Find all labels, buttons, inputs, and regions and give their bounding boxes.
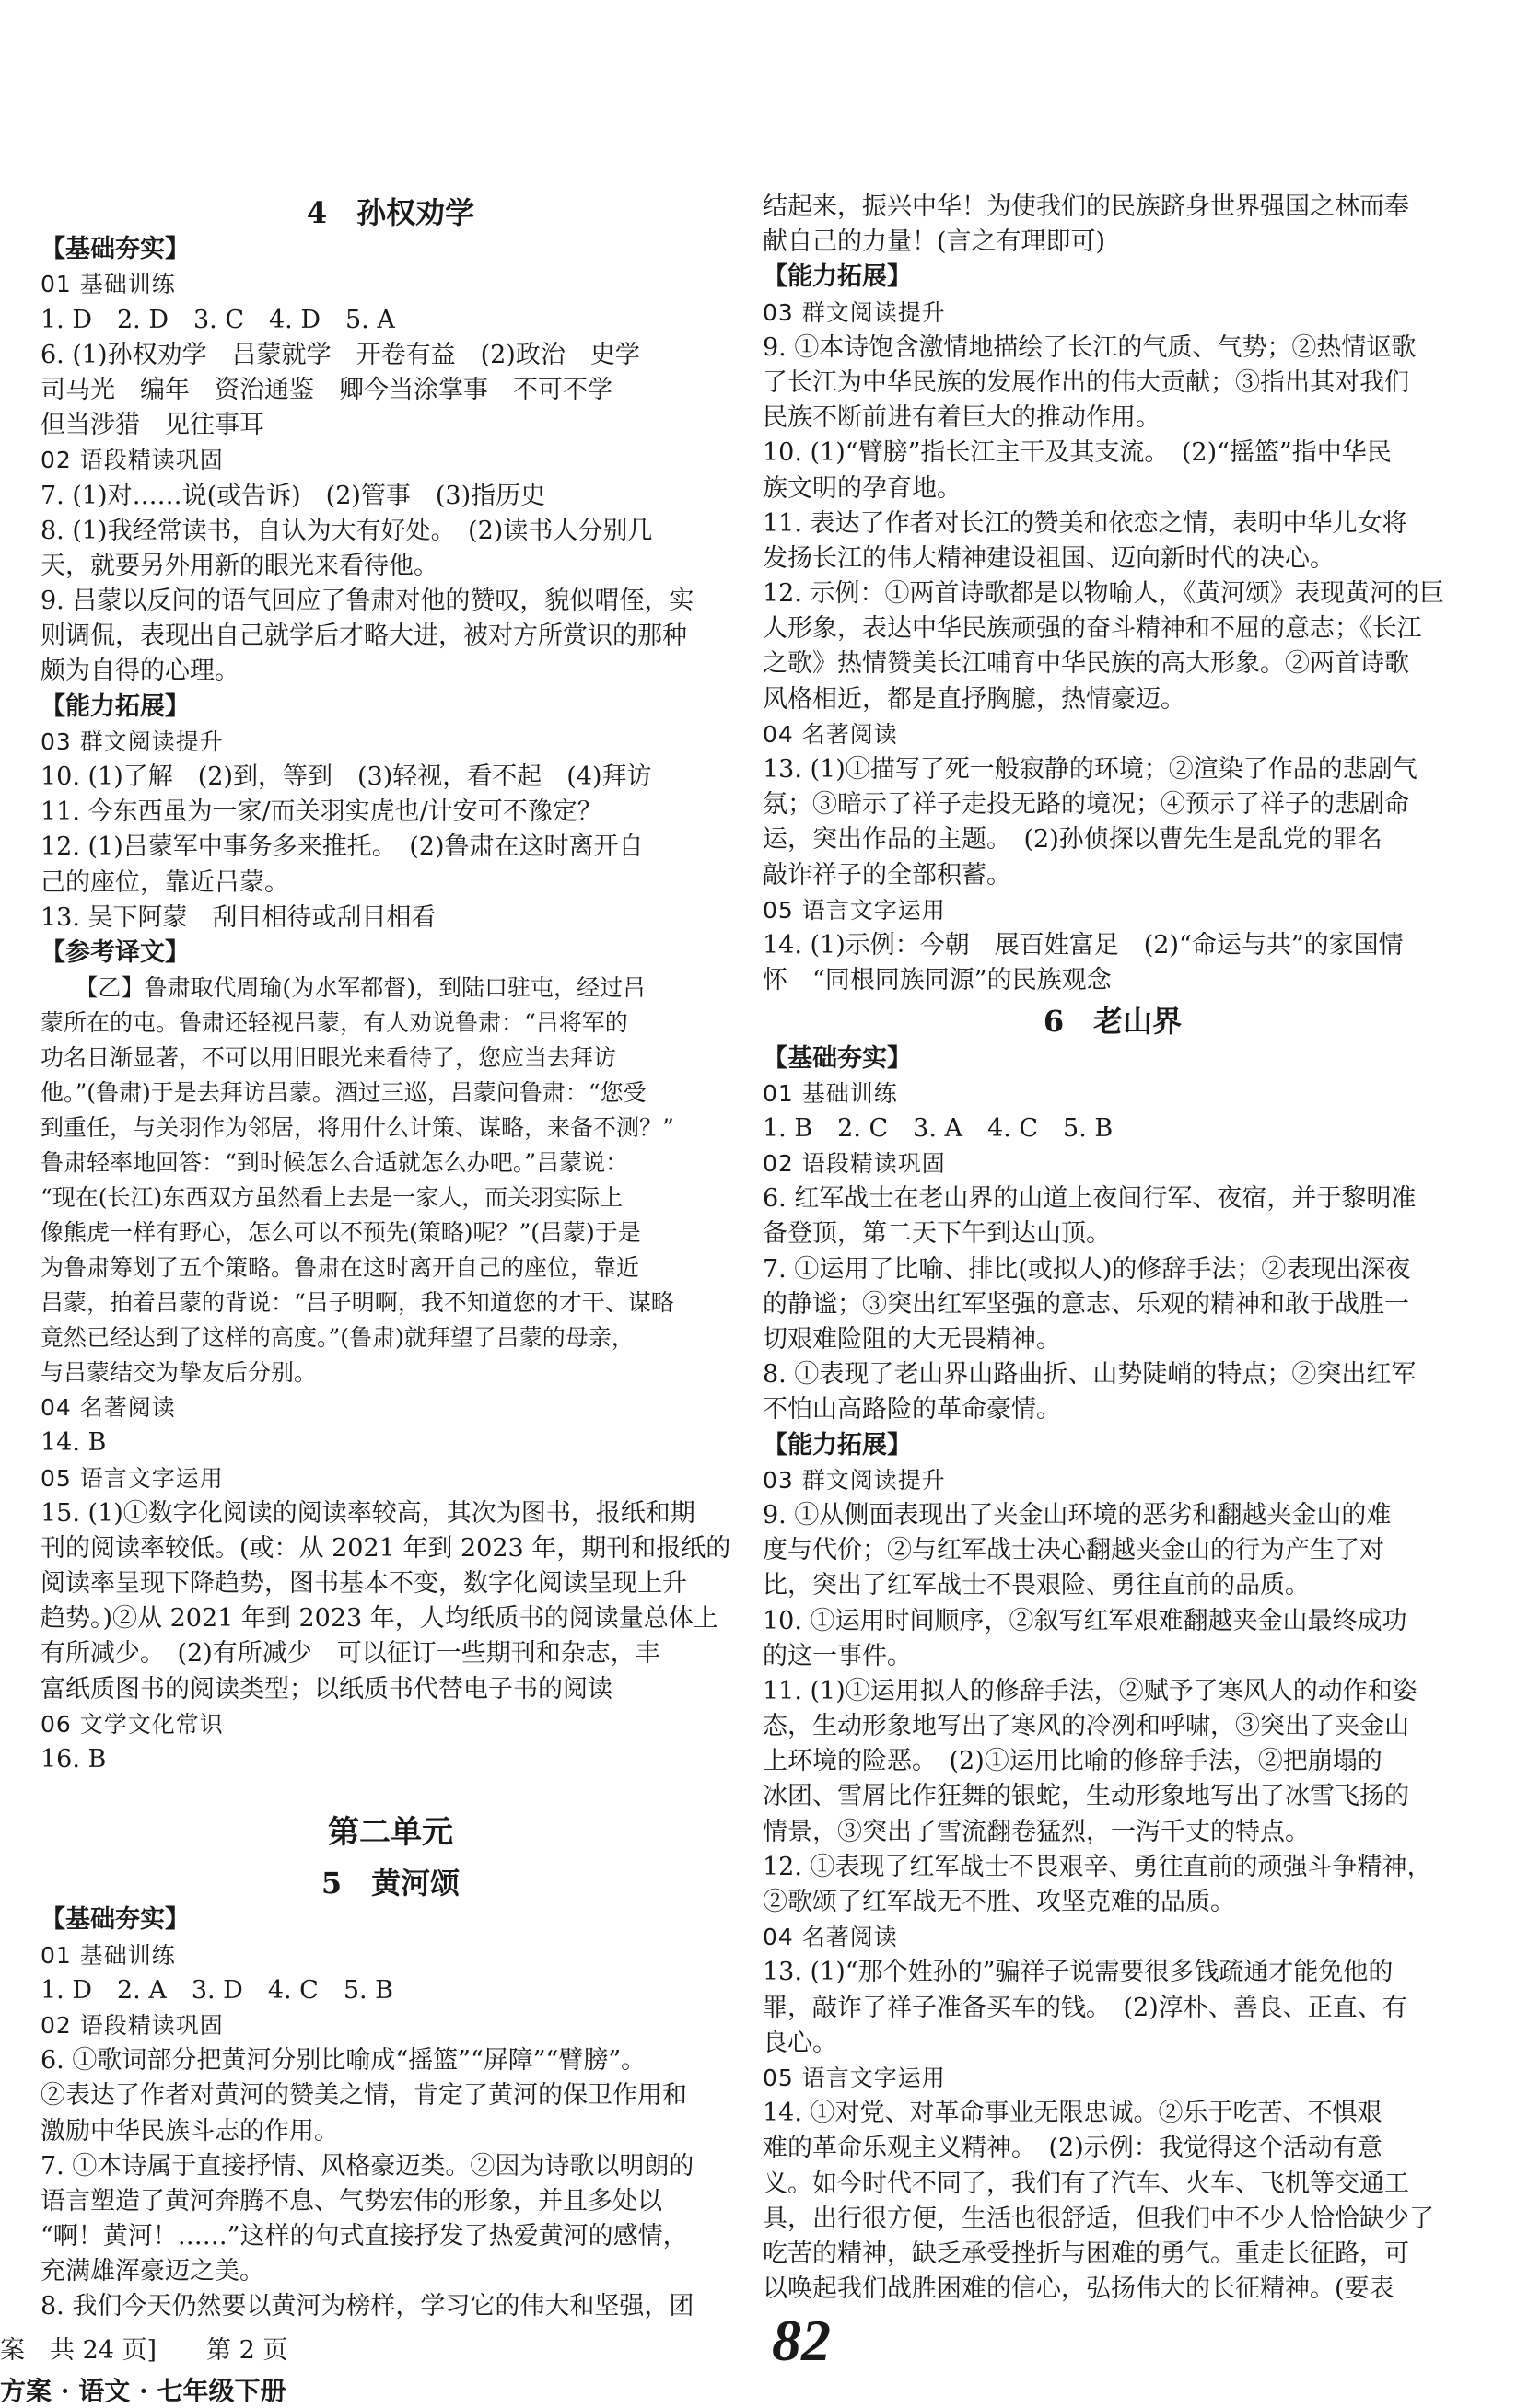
- answer-line: 之歌》热情赞美长江哺育中华民族的高大形象。②两首诗歌: [763, 649, 1409, 679]
- translation-line: “现在(长江)东西双方虽然看上去是一家人，而关羽实际上: [41, 1184, 624, 1212]
- subsection-label: 06 文学文化常识: [41, 1710, 224, 1738]
- answer-line: 情景，③突出了雪流翻卷猛烈，一泻千丈的特点。: [763, 1817, 1310, 1846]
- answer-line: 上环境的险恶。 (2)①运用比喻的修辞手法，②把崩塌的: [763, 1747, 1382, 1776]
- section-heading: 【基础夯实】: [41, 1905, 190, 1935]
- answer-line: ②歌颂了红军战无不胜、攻坚克难的品质。: [763, 1888, 1235, 1916]
- answer-line: 6. (1)孙权劝学 吕蒙就学 开卷有益 (2)政治 史学: [41, 340, 640, 369]
- subsection-label: 04 名著阅读: [763, 720, 898, 748]
- answer-line: 11. 表达了作者对长江的赞美和依恋之情，表明中华儿女将: [763, 508, 1407, 538]
- answer-line: 12. 示例：①两首诗歌都是以物喻人，《黄河颂》表现黄河的巨: [763, 579, 1445, 609]
- answer-line: 司马光 编年 资治通鉴 卿今当涂掌事 不可不学: [41, 375, 612, 404]
- answer-line: 敲诈祥子的全部积蓄。: [763, 860, 1011, 890]
- answer-line: 颇为自得的心理。: [41, 657, 239, 686]
- answer-line: 民族不断前进有着巨大的推动作用。: [763, 403, 1161, 433]
- answer-line: 15. (1)①数字化阅读的阅读率较高，其次为图书，报纸和期: [41, 1498, 695, 1528]
- translation-line: 为鲁肃筹划了五个策略。鲁肃在这时离开自己的座位，靠近: [41, 1254, 640, 1282]
- answer-line: 13. (1)①描写了死一般寂静的环境；②渲染了作品的悲剧气: [763, 755, 1417, 784]
- answer-line: 1. D 2. A 3. D 4. C 5. B: [41, 1975, 394, 2005]
- right-column: [763, 190, 1463, 2307]
- answer-line: 7. ①运用了比喻、排比(或拟人)的修辞手法；②表现出深夜: [763, 1254, 1411, 1284]
- answer-line: 罪，敲诈了祥子准备买车的钱。 (2)淳朴、善良、正直、有: [763, 1993, 1407, 2022]
- subsection-label: 05 语言文字运用: [763, 2064, 946, 2091]
- answer-line: 己的座位，靠近吕蒙。: [41, 867, 289, 897]
- answer-line: 6. 红军战士在老山界的山道上夜间行军、夜宿，并于黎明准: [763, 1184, 1417, 1214]
- answer-line: 趋势。)②从 2021 年到 2023 年，人均纸质书的阅读量总体上: [41, 1604, 718, 1634]
- translation-line: 竟然已经达到了这样的高度。”(鲁肃)就拜望了吕蒙的母亲，: [41, 1324, 635, 1352]
- translation-line: 像熊虎一样有野心，怎么可以不预先(策略)呢？”(吕蒙)于是: [41, 1219, 641, 1247]
- subsection-label: 03 群文阅读提升: [763, 298, 946, 326]
- answer-line: 比，突出了红军战士不畏艰险、勇往直前的品质。: [763, 1571, 1310, 1600]
- answer-line: 6. ①歌词部分把黄河分别比喻成“摇篮”“屏障”“臂膀”。: [41, 2046, 647, 2076]
- answer-line: 则调侃，表现出自己就学后才略大进，被对方所赏识的那种: [41, 622, 687, 651]
- answer-line: 10. ①运用时间顺序，②叙写红军艰难翻越夹金山最终成功: [763, 1606, 1407, 1635]
- unit-title: 第二单元: [328, 1814, 453, 1852]
- answer-line: 难的革命乐观主义精神。 (2)示例：我觉得这个活动有意: [763, 2134, 1382, 2163]
- answer-line: 义。如今时代不同了，我们有了汽车、火车、飞机等交通工: [763, 2169, 1409, 2198]
- answer-line: 的静谧；③突出红军坚强的意志、乐观的精神和敢于战胜一: [763, 1289, 1409, 1319]
- answer-line: “啊！黄河！……”这样的句式直接抒发了热爱黄河的感情，: [41, 2222, 688, 2251]
- subsection-label: 02 语段精读巩固: [41, 447, 224, 474]
- answer-line: 9. ①本诗饱含激情地描绘了长江的气质、气势；②热情讴歌: [763, 332, 1417, 362]
- answer-line: 8. 我们今天仍然要以黄河为榜样，学习它的伟大和坚强，团: [41, 2292, 694, 2321]
- answer-line: 发扬长江的伟大精神建设祖国、迈向新时代的决心。: [763, 543, 1335, 573]
- section-heading: 【基础夯实】: [763, 1043, 912, 1073]
- page-number: 82: [772, 2308, 831, 2373]
- answer-line: ②表达了作者对黄河的赞美之情，肯定了黄河的保卫作用和: [41, 2081, 687, 2111]
- answer-line: 备登顶，第二天下午到达山顶。: [763, 1219, 1111, 1249]
- answer-line: 人形象，表达中华民族顽强的奋斗精神和不屈的意志；《长江: [763, 614, 1422, 644]
- answer-line: 吃苦的精神，缺乏承受挫折与困难的勇气。重走长征路，可: [763, 2239, 1409, 2268]
- section-heading: 【能力拓展】: [763, 262, 912, 292]
- translation-line: 到重任，与关羽作为邻居，将用什么计策、谋略，来备不测？”: [41, 1114, 674, 1142]
- answer-line: 语言塑造了黄河奔腾不息、气势宏伟的形象，并且多处以: [41, 2186, 662, 2216]
- subsection-label: 03 群文阅读提升: [763, 1466, 946, 1494]
- answer-line: 不怕山高路险的革命豪情。: [763, 1395, 1061, 1425]
- footer-book-title: 方案 · 语文 · 七年级下册: [0, 2376, 286, 2406]
- answer-line: 9. ①从侧面表现出了夹金山环境的恶劣和翻越夹金山的难: [763, 1500, 1392, 1530]
- lesson-title: 4 孙权劝学: [306, 195, 475, 230]
- subsection-label: 04 名著阅读: [763, 1924, 898, 1951]
- answer-line: 9. 吕蒙以反问的语气回应了鲁肃对他的赞叹，貌似喟侄，实: [41, 587, 694, 616]
- translation-line: 功名日渐显著，不可以用旧眼光来看待了，您应当去拜访: [41, 1044, 617, 1072]
- section-heading: 【能力拓展】: [763, 1430, 912, 1460]
- section-heading: 【能力拓展】: [41, 692, 190, 721]
- subsection-label: 05 语言文字运用: [41, 1464, 224, 1492]
- answer-line: 运，突出作品的主题。 (2)孙侦探以曹先生是乱党的罪名: [763, 825, 1382, 855]
- answer-line: 具，出行很方便，生活也很舒适，但我们中不少人恰恰缺少了: [763, 2204, 1434, 2233]
- answer-line: 8. (1)我经常读书，自认为大有好处。 (2)读书人分别几: [41, 516, 653, 545]
- answer-line: 良心。: [763, 2028, 837, 2057]
- answer-line: 刊的阅读率较低。(或：从 2021 年到 2023 年，期刊和报纸的: [41, 1533, 731, 1563]
- lesson-title: 5 黄河颂: [321, 1866, 461, 1902]
- answer-line: 1. D 2. D 3. C 4. D 5. A: [41, 305, 395, 334]
- answer-line: 氛；③暗示了祥子走投无路的境况；④预示了祥子的悲剧命: [763, 790, 1409, 820]
- subsection-label: 01 基础训练: [763, 1079, 898, 1107]
- answer-line: 结起来，振兴中华！为使我们的民族跻身世界强国之林而奉: [763, 192, 1409, 221]
- section-heading: 【基础夯实】: [41, 235, 190, 264]
- answer-line: 的这一事件。: [763, 1641, 912, 1670]
- translation-line: 【乙】鲁肃取代周瑜(为水军都督)，到陆口驻屯，经过吕: [41, 974, 647, 1002]
- answer-line: 族文明的孕育地。: [763, 473, 962, 503]
- answer-line: 了长江为中华民族的发展作出的伟大贡献；③指出其对我们: [763, 367, 1409, 397]
- subsection-label: 04 名著阅读: [41, 1394, 176, 1422]
- subsection-label: 05 语言文字运用: [763, 896, 946, 924]
- answer-line: 切艰难险阻的大无畏精神。: [763, 1325, 1061, 1354]
- answer-line: 度与代价；②与红军战士决心翻越夹金山的行为产生了对: [763, 1536, 1384, 1565]
- answer-line: 有所减少。 (2)有所减少 可以征订一些期刊和杂志，丰: [41, 1639, 660, 1669]
- answer-line: 13. (1)“那个姓孙的”骗祥子说需要很多钱疏通才能免他的: [763, 1958, 1394, 1987]
- answer-line: 风格相近，都是直抒胸臆，热情豪迈。: [763, 684, 1185, 714]
- subsection-label: 01 基础训练: [41, 271, 176, 298]
- answer-line: 献自己的力量！(言之有理即可): [763, 227, 1106, 257]
- answer-line: 但当涉猎 见往事耳: [41, 411, 264, 440]
- answer-line: 10. (1)了解 (2)到，等到 (3)轻视，看不起 (4)拜访: [41, 762, 652, 791]
- answer-line: 12. ①表现了红军战士不畏艰辛、勇往直前的顽强斗争精神，: [763, 1852, 1432, 1881]
- translation-line: 与吕蒙结交为挚友后分别。: [41, 1359, 318, 1387]
- subsection-label: 03 群文阅读提升: [41, 727, 224, 755]
- answer-line: 12. (1)吕蒙军中事务多来推托。 (2)鲁肃在这时离开自: [41, 832, 644, 862]
- answer-line: 天，就要另外用新的眼光来看待他。: [41, 551, 438, 580]
- answer-line: 10. (1)“臂膀”指长江主干及其支流。 (2)“摇篮”指中华民: [763, 438, 1392, 468]
- answer-line: 富纸质图书的阅读类型；以纸质书代替电子书的阅读: [41, 1674, 612, 1704]
- answer-line: 激励中华民族斗志的作用。: [41, 2116, 339, 2146]
- section-heading: 【参考译文】: [41, 937, 190, 967]
- translation-line: 他。”(鲁肃)于是去拜访吕蒙。酒过三巡，吕蒙问鲁肃：“您受: [41, 1079, 647, 1107]
- answer-line: 13. 吴下阿蒙 刮目相待或刮目相看: [41, 902, 437, 932]
- answer-line: 16. B: [41, 1745, 107, 1774]
- answer-line: 8. ①表现了老山界山路曲折、山势陡峭的特点；②突出红军: [763, 1360, 1417, 1390]
- footer-page-info: 案 共 24 页] 第 2 页: [0, 2336, 288, 2365]
- answer-line: 1. B 2. C 3. A 4. C 5. B: [763, 1113, 1114, 1143]
- subsection-label: 02 语段精读巩固: [763, 1150, 946, 1178]
- answer-line: 充满雄浑豪迈之美。: [41, 2257, 264, 2286]
- answer-line: 7. (1)对……说(或告诉) (2)管事 (3)指历史: [41, 481, 546, 510]
- answer-line: 14. B: [41, 1428, 107, 1458]
- answer-line: 14. ①对党、对革命事业无限忠诚。②乐于吃苦、不惧艰: [763, 2099, 1382, 2128]
- left-column: [41, 190, 741, 2325]
- translation-line: 鲁肃轻率地回答：“到时候怎么合适就怎么办吧。”吕蒙说：: [41, 1149, 629, 1177]
- answer-line: 14. (1)示例：今朝 展百姓富足 (2)“命运与共”的家国情: [763, 930, 1404, 960]
- answer-line: 冰团、雪屑比作狂舞的银蛇，生动形象地写出了冰雪飞扬的: [763, 1782, 1409, 1811]
- translation-line: 蒙所在的屯。鲁肃还轻视吕蒙，有人劝说鲁肃：“吕将军的: [41, 1009, 628, 1037]
- answer-line: 态，生动形象地写出了寒风的冷冽和呼啸，③突出了夹金山: [763, 1712, 1409, 1741]
- subsection-label: 02 语段精读巩固: [41, 2011, 224, 2039]
- answer-line: 7. ①本诗属于直接抒情、风格豪迈类。②因为诗歌以明朗的: [41, 2151, 694, 2181]
- lesson-title: 6 老山界: [1043, 1004, 1183, 1040]
- subsection-label: 01 基础训练: [41, 1941, 176, 1969]
- answer-line: 阅读率呈现下降趋势，图书基本不变，数字化阅读呈现上升: [41, 1569, 687, 1599]
- answer-line: 11. 今东西虽为一家/而关羽实虎也/计安可不豫定？: [41, 797, 602, 827]
- translation-line: 吕蒙，拍着吕蒙的背说：“吕子明啊，我不知道您的才干、谋略: [41, 1289, 674, 1317]
- answer-line: 11. (1)①运用拟人的修辞手法，②赋予了寒风人的动作和姿: [763, 1676, 1417, 1705]
- answer-line: 以唤起我们战胜困难的信心，弘扬伟大的长征精神。(要表: [763, 2274, 1394, 2304]
- answer-line: 怀 “同根同族同源”的民族观念: [763, 966, 1112, 995]
